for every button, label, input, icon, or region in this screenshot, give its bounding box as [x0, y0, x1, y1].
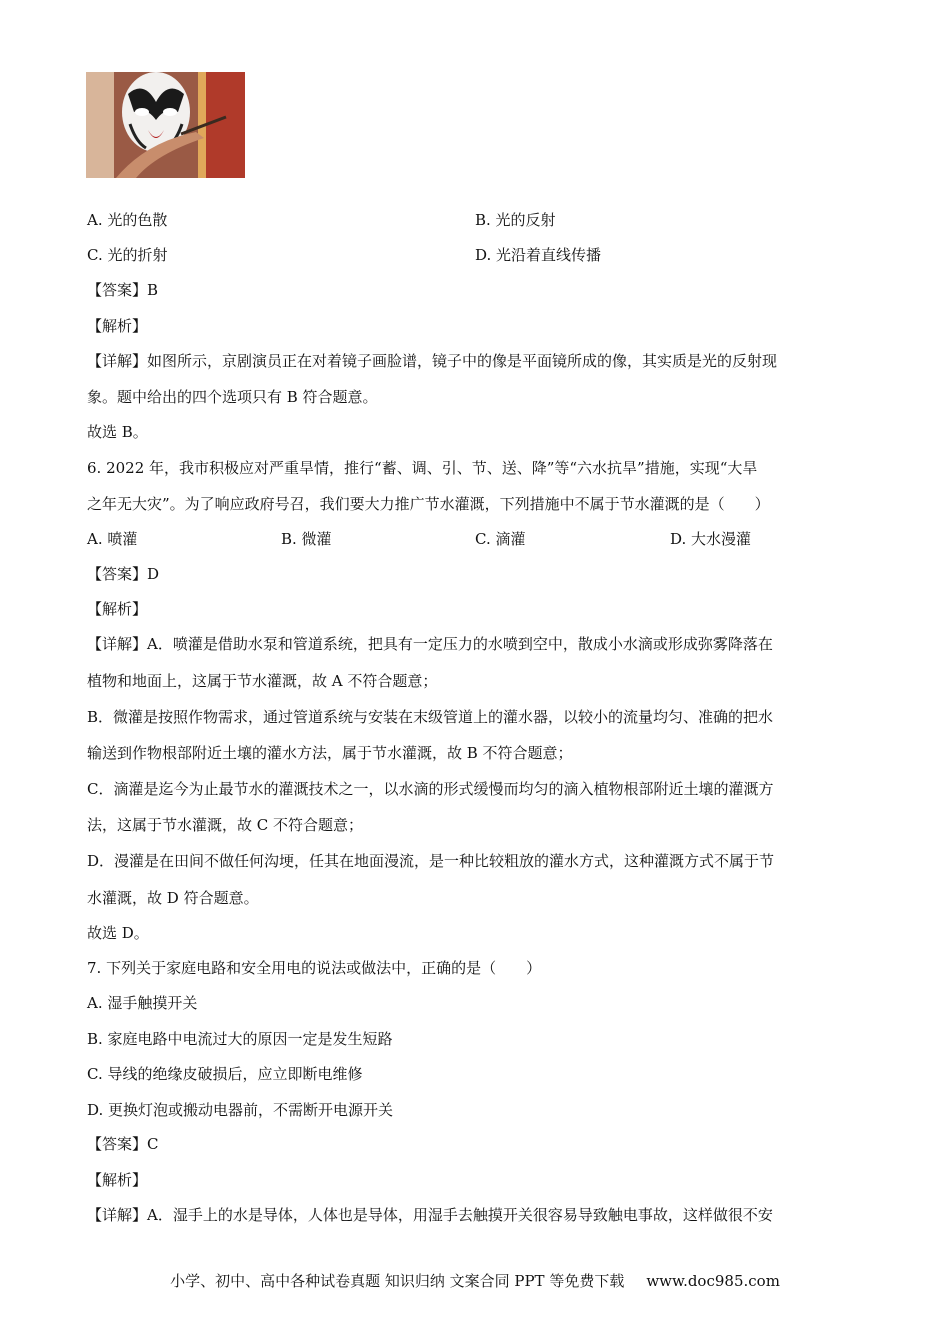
q5-detail-line2: 象。题中给出的四个选项只有 B 符合题意。: [87, 388, 378, 406]
q6-stem-line1: 6. 2022 年，我市积极应对严重旱情，推行“蓄、调、引、节、送、降”等“六水抗旱”措施，实现“大旱: [87, 459, 758, 477]
q6-detail-d-line2: 水灌溉，故 D 符合题意。: [87, 889, 259, 907]
q5-option-d: D. 光沿着直线传播: [475, 246, 602, 264]
opera-face-image: [86, 72, 245, 178]
q5-analysis-tag: 【解析】: [87, 317, 148, 335]
q7-answer: [87, 1133, 159, 1155]
q6-option-c: C. 滴灌: [475, 530, 526, 548]
q5-detail-line1: [87, 350, 777, 372]
q5-option-b: B. 光的反射: [475, 211, 556, 229]
detail-tag: 【详解】: [87, 352, 148, 370]
q7-analysis-tag: 【解析】: [87, 1171, 148, 1189]
q7-detail-a-line1: [87, 1204, 773, 1226]
q6-detail-a-line1: [87, 633, 773, 655]
detail-tag: 【详解】: [87, 1206, 148, 1224]
answer-value: D: [147, 565, 160, 583]
q6-analysis-tag: 【解析】: [87, 600, 148, 618]
footer-text: 小学、初中、高中各种试卷真题 知识归纳 文案合同 PPT 等免费下载: [170, 1272, 625, 1290]
footer-site-link[interactable]: www.doc985.com: [646, 1272, 780, 1290]
q6-conclusion: 故选 D。: [87, 924, 149, 942]
q7-option-a: A. 湿手触摸开关: [87, 994, 198, 1012]
answer-value: B: [147, 281, 159, 299]
page-footer: [0, 1270, 950, 1292]
q6-detail-b-line1: B．微灌是按照作物需求，通过管道系统与安装在末级管道上的灌水器，以较小的流量均匀、准确的把水: [87, 708, 774, 726]
q6-detail-b-line2: 输送到作物根部附近土壤的灌水方法，属于节水灌溉，故 B 不符合题意；: [87, 744, 573, 762]
q7-option-c: C. 导线的绝缘皮破损后，应立即断电维修: [87, 1065, 363, 1083]
q6-detail-a-line2: 植物和地面上，这属于节水灌溉，故 A 不符合题意；: [87, 672, 438, 690]
detail-text: A．喷灌是借助水泵和管道系统，把具有一定压力的水喷到空中，散成小水滴或形成弥雾降落在: [147, 635, 773, 653]
detail-text: 如图所示，京剧演员正在对着镜子画脸谱，镜子中的像是平面镜所成的像，其实质是光的反射现: [147, 352, 778, 370]
q5-option-c: C. 光的折射: [87, 246, 168, 264]
q7-option-d: D. 更换灯泡或搬动电器前，不需断开电源开关: [87, 1101, 394, 1119]
q6-answer: [87, 563, 159, 585]
q7-stem: 7. 下列关于家庭电路和安全用电的说法或做法中，正确的是（ ）: [87, 959, 542, 977]
q6-stem-line2: 之年无大灾”。为了响应政府号召，我们要大力推广节水灌溉，下列措施中不属于节水灌溉的是（ ）: [87, 495, 770, 513]
answer-value: C: [147, 1135, 159, 1153]
answer-tag: 【答案】: [87, 281, 148, 299]
q6-detail-c-line1: C．滴灌是迄今为止最节水的灌溉技术之一，以水滴的形式缓慢而均匀的滴入植物根部附近土壤的灌溉方: [87, 780, 774, 798]
q5-answer: [87, 279, 158, 301]
q6-detail-c-line2: 法，这属于节水灌溉，故 C 不符合题意；: [87, 816, 364, 834]
detail-text: A．湿手上的水是导体，人体也是导体，用湿手去触摸开关很容易导致触电事故，这样做很不安: [147, 1206, 773, 1224]
q7-option-b: B. 家庭电路中电流过大的原因一定是发生短路: [87, 1030, 393, 1048]
q6-option-a: A. 喷灌: [87, 530, 138, 548]
detail-tag: 【详解】: [87, 635, 148, 653]
opera-makeup-photo: [86, 72, 245, 178]
q6-option-b: B. 微灌: [281, 530, 332, 548]
q5-option-a: A. 光的色散: [87, 211, 168, 229]
q6-option-d: D. 大水漫灌: [670, 530, 752, 548]
answer-tag: 【答案】: [87, 565, 148, 583]
answer-tag: 【答案】: [87, 1135, 148, 1153]
q5-conclusion: 故选 B。: [87, 423, 148, 441]
q6-detail-d-line1: D．漫灌是在田间不做任何沟埂，任其在地面漫流，是一种比较粗放的灌水方式，这种灌溉方式不属于节: [87, 852, 775, 870]
